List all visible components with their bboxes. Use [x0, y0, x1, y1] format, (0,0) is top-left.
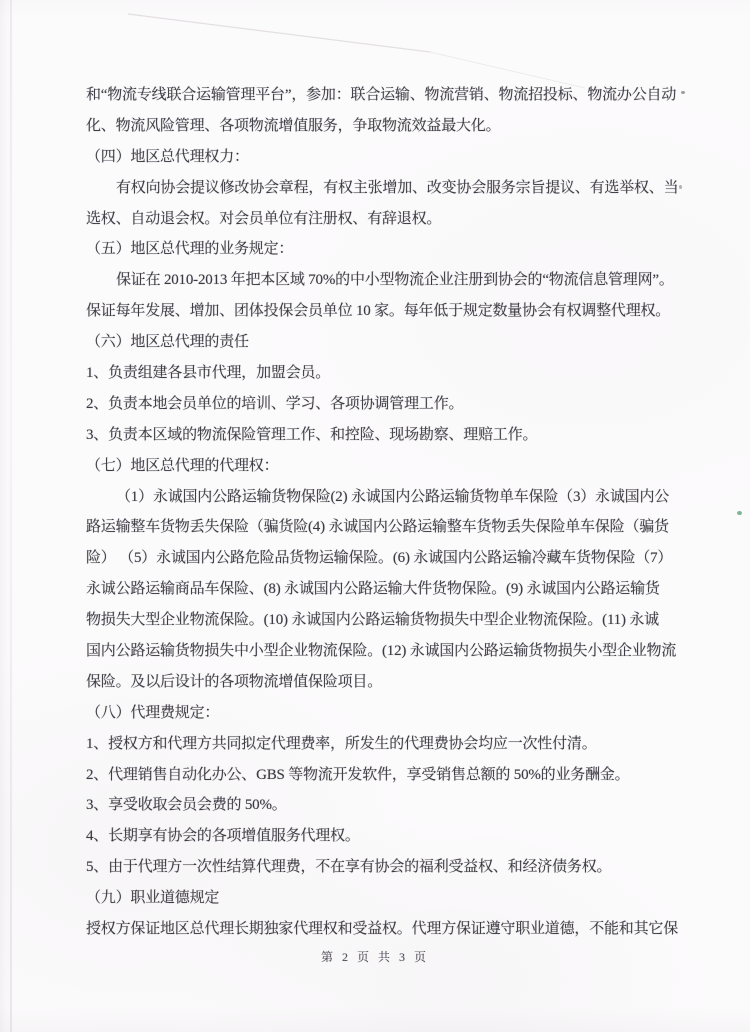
document-line: 2、代理销售自动化办公、GBS 等物流开发软件，享受销售总额的 50%的业务酬金。: [86, 766, 630, 783]
document-line: 路运输整车货物丢失保险（骗货险(4) 永诚国内公路运输整车货物丢失保险单车保险（骗货: [86, 519, 669, 536]
document-line: （九）职业道德规定: [86, 890, 220, 907]
document-line: （七）地区总代理的代理权：: [86, 457, 279, 474]
document-body: [86, 80, 698, 945]
document-line: 化、物流风险管理、各项物流增值服务，争取物流效益最大化。: [86, 117, 501, 134]
document-line: （六）地区总代理的责任: [86, 334, 249, 351]
document-line: 有权向协会提议修改协会章程，有权主张增加、改变协会服务宗旨提议、有选举权、当: [116, 179, 679, 196]
document-line: 物损失大型企业物流保险。(10) 永诚国内公路运输货物损失中型企业物流保险。(11) 永诚: [86, 612, 659, 629]
document-line: 国内公路运输货物损失中小型企业物流保险。(12) 永诚国内公路运输货物损失小型企业物流: [86, 643, 677, 660]
document-line: 1、授权方和代理方共同拟定代理费率，所发生的代理费协会均应一次性付清。: [86, 735, 597, 752]
document-line: 2、负责本地会员单位的培训、学习、各项协调管理工作。: [86, 395, 464, 412]
document-line: 1、负责组建各县市代理，加盟会员。: [86, 365, 331, 382]
page-footer: 第 2 页 共 3 页: [320, 950, 429, 964]
document-line: 3、负责本区域的物流保险管理工作、和控险、现场勘察、理赔工作。: [86, 426, 538, 443]
document-line: （四）地区总代理权力：: [86, 148, 249, 165]
document-line: 保证每年发展、增加、团体投保会员单位 10 家。每年低于规定数量协会有权调整代理权。: [86, 303, 671, 320]
document-line: 授权方保证地区总代理长期独家代理权和受益权。代理方保证遵守职业道德，不能和其它保: [86, 921, 679, 938]
document-line: 险） （5）永诚国内公路危险品货物运输保险。(6) 永诚国内公路运输冷藏车货物保险（7）: [86, 550, 673, 567]
document-line: 保证在 2010-2013 年把本区域 70%的中小型物流企业注册到协会的“物流信息管理网”。: [116, 272, 674, 289]
document-line: （五）地区总代理的业务规定：: [86, 241, 294, 258]
document-line: 永诚公路运输商品车保险、(8) 永诚国内公路运输大件货物保险。(9) 永诚国内公路运输货: [86, 581, 660, 598]
document-line: 保险。及以后设计的各项物流增值保险项目。: [86, 673, 383, 690]
document-line: 4、长期享有协会的各项增值服务代理权。: [86, 828, 360, 845]
document-line: 5、由于代理方一次性结算代理费，不在享有协会的福利受益权、和经济债务权。: [86, 859, 612, 876]
document-line: 和“物流专线联合运输管理平台”，参加：联合运输、物流营销、物流招投标、物流办公自动: [86, 87, 677, 103]
left-edge-crease: [10, 0, 12, 1032]
document-line: 选权、自动退会权。对会员单位有注册权、有辞退权。: [86, 210, 442, 227]
scan-speck-green: [737, 511, 742, 515]
document-line: （1）永诚国内公路运输货物保险(2) 永诚国内公路运输货物单车保险（3）永诚国内公: [116, 488, 670, 505]
document-line: （八）代理费规定：: [86, 704, 220, 721]
document-line: 3、享受收取会员会费的 50%。: [86, 797, 287, 814]
